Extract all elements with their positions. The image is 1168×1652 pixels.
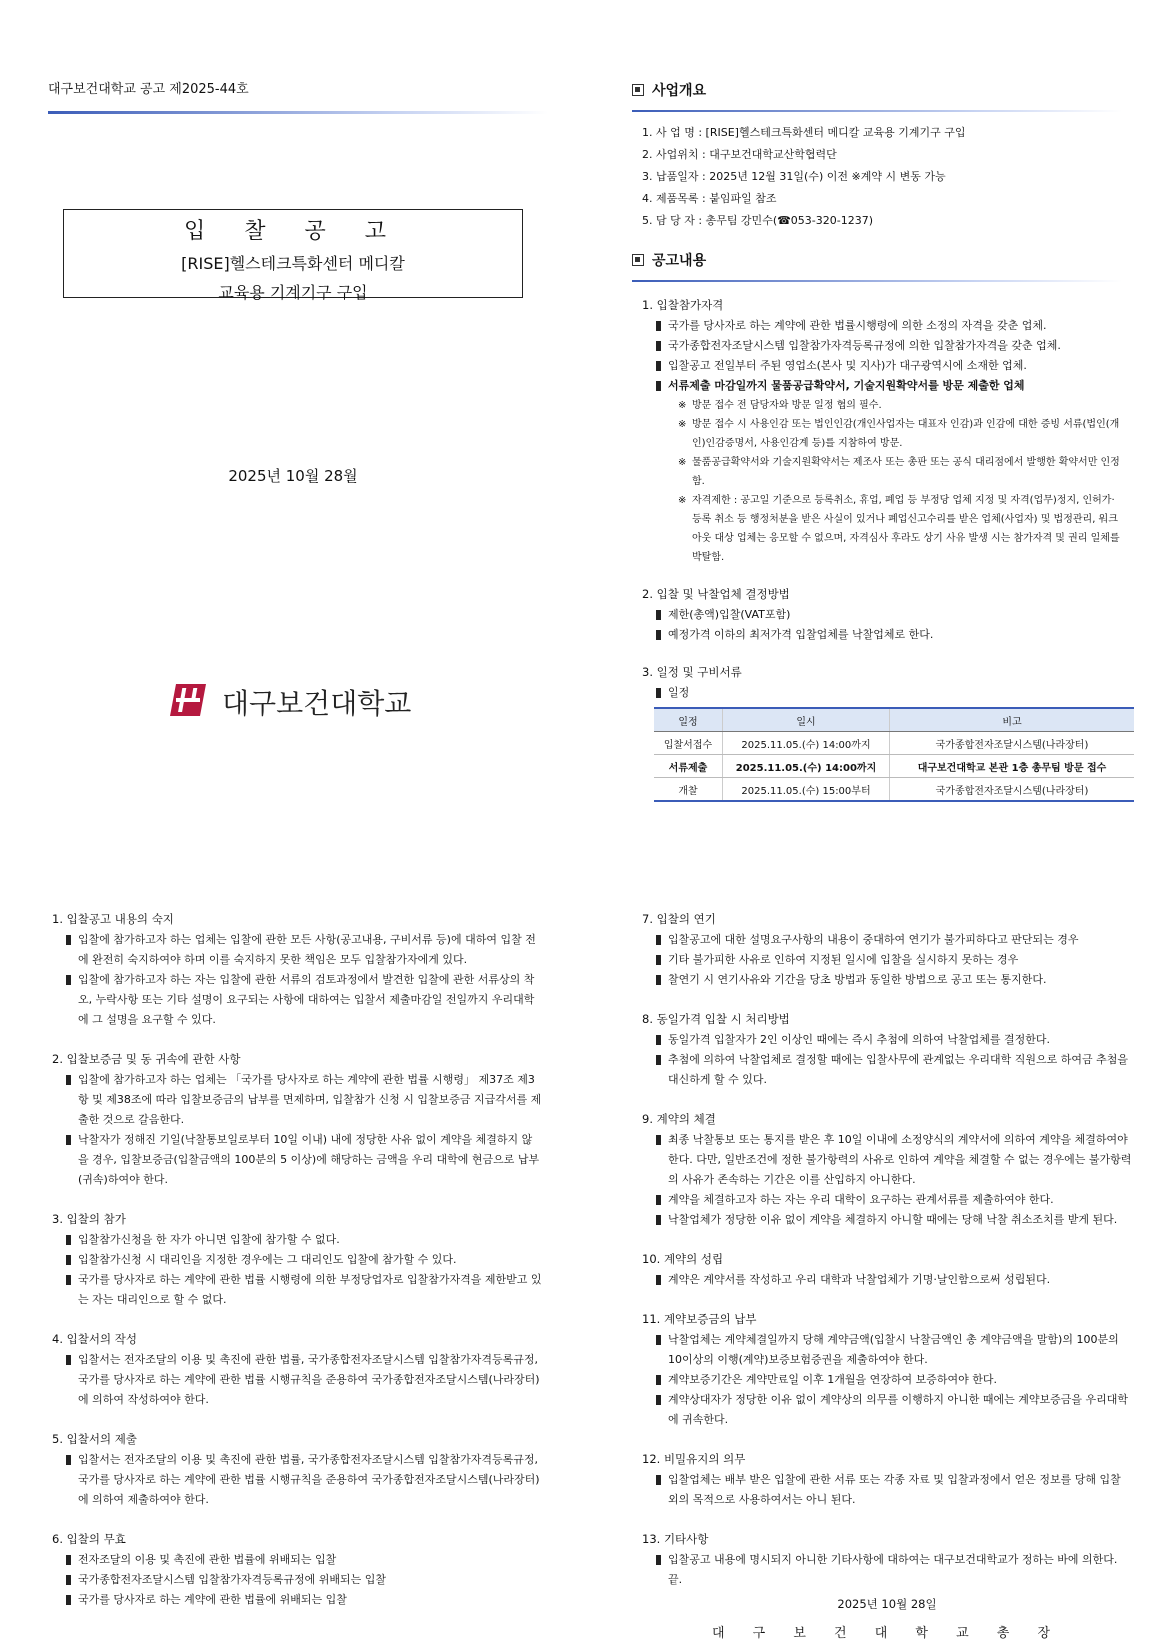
section-square-icon: [632, 254, 644, 266]
sign-date: 2025년 10월 28일: [837, 1597, 937, 1611]
list-item: 제한(총액)입찰(VAT포함): [654, 605, 1122, 625]
list-item: 추첨에 의하여 낙찰업체로 결정할 때에는 입찰사무에 관계없는 우리대학 직원으로 하여금 추첨을 대신하게 할 수 있다.: [654, 1050, 1132, 1090]
university-logo-mark-icon: [170, 684, 206, 716]
list-item: 낙찰업체는 계약체결일까지 당해 계약금액(입찰시 낙찰금액인 총 계약금액을 말함)의 100분의 10이상의 이행(계약)보증보험증권을 제출하여야 한다.: [654, 1330, 1132, 1370]
announcement-header: [48, 78, 548, 114]
list-item: 낙찰자가 정해진 기일(낙찰통보일로부터 10일 이내) 내에 정당한 사유 없이 계약을 체결하지 않을 경우, 입찰보증금(입찰금액의 100분의 5 이상)에 해당하는 금액을 우리 대학에 현금으로 납부(귀속)하여야 한다.: [64, 1130, 542, 1190]
list-item: 최종 낙찰통보 또는 통지를 받은 후 10일 이내에 소정양식의 계약서에 의하여 계약을 체결하여야 한다. 다만, 일반조건에 정한 불가항력의 사유로 인하여 계약을 체결할 수 없는 경우에는 불가항력의 사유가 존속하는 기간은 이를 산입하지 아니한다.: [654, 1130, 1132, 1190]
publish-date: 2025년 10월 28월: [228, 467, 358, 485]
list-item: 낙찰업체가 정당한 이유 없이 계약을 체결하지 아니할 때에는 당해 낙찰 취소조치를 받게 된다.: [654, 1210, 1132, 1230]
list-item: 일정: [654, 683, 1122, 703]
list-item: 국가를 당사자로 하는 계약에 관한 법률에 위배되는 입찰: [64, 1590, 542, 1610]
overview-divider: [632, 110, 1122, 112]
list-item: 계약은 계약서를 작성하고 우리 대학과 낙찰업체가 기명·날인함으로써 성립된다.: [654, 1270, 1132, 1290]
table-cell: 개찰: [654, 778, 723, 802]
overview-item: 5. 담 당 자 : 총무팀 강민수(☎053-320-1237): [642, 214, 874, 227]
section-title: 2. 입찰보증금 및 동 귀속에 관한 사항: [52, 1052, 241, 1066]
table-cell: 대구보건대학교 본관 1층 총무팀 방문 접수: [890, 755, 1135, 778]
section-title: 7. 입찰의 연기: [642, 912, 716, 926]
section-title: 9. 계약의 체결: [642, 1112, 716, 1126]
table-header-cell: 비고: [890, 708, 1135, 732]
table-cell: 입찰서접수: [654, 732, 723, 755]
list-item: 국가를 당사자로 하는 계약에 관한 법률 시행령에 의한 부정당업자로 입찰참가자격을 제한받고 있는 자는 대리인으로 할 수 없다.: [64, 1270, 542, 1310]
list-item: 동일가격 입찰자가 2인 이상인 때에는 즉시 추첨에 의하여 낙찰업체를 결정한다.: [654, 1030, 1132, 1050]
section-title: 2. 입찰 및 낙찰업체 결정방법: [642, 587, 790, 601]
table-header-cell: 일정: [654, 708, 723, 732]
table-header-row: [654, 708, 1134, 732]
overview-item: 3. 납품일자 : 2025년 12월 31일(수) 이전 ※계약 시 변동 가능: [642, 170, 946, 183]
terms-right-column: [642, 908, 1132, 1641]
university-logo: [170, 682, 470, 722]
table-row: [654, 778, 1134, 802]
header-divider: [48, 111, 548, 114]
list-item: 입찰공고 내용에 명시되지 아니한 기타사항에 대하여는 대구보건대학교가 정하는 바에 의한다. 끝.: [654, 1550, 1132, 1590]
signatory-name: 대 구 보 건 대 학 교 총 장: [711, 1626, 1063, 1641]
list-item: 입찰에 참가하고자 하는 업체는 「국가를 당사자로 하는 계약에 관한 법률 시행령」 제37조 제3항 및 제38조에 따라 입찰보증금의 납부를 면제하며, 입찰참가 신청 시 입찰보증금 지급각서를 제출한 것으로 갈음한다.: [64, 1070, 542, 1130]
title-box: [63, 209, 523, 302]
overview-heading: 사업개요: [632, 80, 1122, 100]
document-subtitle-line1: [RISE]헬스테크특화센터 메디칼: [181, 254, 405, 273]
list-item: 입찰서는 전자조달의 이용 및 촉진에 관한 법률, 국가종합전자조달시스템 입찰참가자격등록규정, 국가를 당사자로 하는 계약에 관한 법률 시행규칙을 준용하여 국가종합전자조달시스템(나라장터)에 의하여 제출하여야 한다.: [64, 1450, 542, 1510]
section-title: 12. 비밀유지의 의무: [642, 1452, 746, 1466]
note-item: ※ 물품공급확약서와 기술지원확약서는 제조사 또는 총판 또는 공식 대리점에서 발행한 확약서만 인정함.: [678, 457, 1120, 487]
table-cell: 2025.11.05.(수) 14:00까지: [723, 755, 890, 778]
note-item: ※ 자격제한 : 공고일 기준으로 등록취소, 휴업, 폐업 등 부정당 업체 지정 및 자격(업무)정지, 인허가·등록 취소 등 행정처분을 받은 사실이 있거나 폐업신고수리를 받은 업체(사업자) 및 법정관리, 워크아웃 대상 업체는 응모할 수 없으며, 자격심사 후라도 상기 사유 발생 시는 참가자격 및 권리 일체를 박탈함.: [678, 495, 1120, 563]
table-cell: 국가종합전자조달시스템(나라장터): [890, 778, 1135, 802]
section-title: 13. 기타사항: [642, 1532, 709, 1546]
note-item: ※ 방문 접수 전 담당자와 방문 일정 협의 필수.: [678, 400, 882, 411]
list-item: 입찰참가신청 시 대리인을 지정한 경우에는 그 대리인도 입찰에 참가할 수 있다.: [64, 1250, 542, 1270]
schedule-table: [654, 707, 1134, 802]
list-item: 계약보증기간은 계약만료일 이후 1개월을 연장하여 보증하여야 한다.: [654, 1370, 1132, 1390]
list-item: 입찰공고에 대한 설명요구사항의 내용이 중대하여 연기가 불가피하다고 판단되는 경우: [654, 930, 1132, 950]
section-title: 10. 계약의 성립: [642, 1252, 724, 1266]
table-cell: 2025.11.05.(수) 14:00까지: [723, 732, 890, 755]
overview-item: 4. 제품목록 : 붙임파일 참조: [642, 192, 777, 205]
section-title: 3. 입찰의 참가: [52, 1212, 126, 1226]
notice-section: [632, 250, 1122, 802]
announcement-number: 대구보건대학교 공고 제2025-44호: [48, 82, 249, 97]
list-item: 국가종합전자조달시스템 입찰참가자격등록규정에 위배되는 입찰: [64, 1570, 542, 1590]
section-title: 4. 입찰서의 작성: [52, 1332, 137, 1346]
section-title: 5. 입찰서의 제출: [52, 1432, 137, 1446]
list-item: 국가종합전자조달시스템 입찰참가자격등록규정에 의한 입찰참가자격을 갖춘 업체.: [654, 336, 1122, 356]
list-item: 예정가격 이하의 최저가격 입찰업체를 낙찰업체로 한다.: [654, 625, 1122, 645]
list-item: 전자조달의 이용 및 촉진에 관한 법률에 위배되는 입찰: [64, 1550, 542, 1570]
table-cell: 서류제출: [654, 755, 723, 778]
list-item: 입찰서는 전자조달의 이용 및 촉진에 관한 법률, 국가종합전자조달시스템 입찰참가자격등록규정, 국가를 당사자로 하는 계약에 관한 법률 시행규칙을 준용하여 국가종합전자조달시스템(나라장터)에 의하여 작성하여야 한다.: [64, 1350, 542, 1410]
note-item: ※ 방문 접수 시 사용인감 또는 법인인감(개인사업자는 대표자 인감)과 인감에 대한 증빙 서류(법인(개인)인감증명서, 사용인감계 등)를 지참하여 방문.: [678, 419, 1120, 449]
table-row: [654, 732, 1134, 755]
university-logo-text: 대구보건대학교: [222, 687, 412, 720]
document-title: 입 찰 공 고: [184, 219, 402, 244]
section-square-icon: [632, 84, 644, 96]
list-item: 찰연기 시 연기사유와 기간을 당초 방법과 동일한 방법으로 공고 또는 통지한다.: [654, 970, 1132, 990]
table-cell: 2025.11.05.(수) 15:00부터: [723, 778, 890, 802]
table-row: [654, 755, 1134, 778]
list-item: 계약상대자가 정당한 이유 없이 계약상의 의무를 이행하지 아니한 때에는 계약보증금을 우리대학에 귀속한다.: [654, 1390, 1132, 1430]
list-item: 입찰공고 전일부터 주된 영업소(본사 및 지사)가 대구광역시에 소재한 업체.: [654, 356, 1122, 376]
table-header-cell: 일시: [723, 708, 890, 732]
section-title: 3. 일정 및 구비서류: [642, 665, 742, 679]
list-item: 입찰업체는 배부 받은 입찰에 관한 서류 또는 각종 자료 및 입찰과정에서 얻은 정보를 당해 입찰 외의 목적으로 사용하여서는 아니 된다.: [654, 1470, 1132, 1510]
section-title: 1. 입찰공고 내용의 숙지: [52, 912, 174, 926]
notice-heading: 공고내용: [632, 250, 1122, 270]
list-item: 입찰에 참가하고자 하는 업체는 입찰에 관한 모든 사항(공고내용, 구비서류 등)에 대하여 입찰 전에 완전히 숙지하여야 하며 이를 숙지하지 못한 책임은 모두 입찰참가자에게 있다.: [64, 930, 542, 970]
list-item: 계약을 체결하고자 하는 자는 우리 대학이 요구하는 관계서류를 제출하여야 한다.: [654, 1190, 1132, 1210]
list-item: 서류제출 마감일까지 물품공급확약서, 기술지원확약서를 방문 제출한 업체: [654, 376, 1122, 396]
list-item: 입찰참가신청을 한 자가 아니면 입찰에 참가할 수 없다.: [64, 1230, 542, 1250]
overview-item: 1. 사 업 명 : [RISE]헬스테크특화센터 메디칼 교육용 기계기구 구입: [642, 126, 966, 139]
overview-section: [632, 80, 1122, 232]
overview-list: [632, 122, 1122, 232]
list-item: 입찰에 참가하고자 하는 자는 입찰에 관한 서류의 검토과정에서 발견한 입찰에 관한 서류상의 착오, 누락사항 또는 기타 설명이 요구되는 사항에 대하여는 입찰서 제출마감일 전일까지 우리대학에 그 설명을 요구할 수 있다.: [64, 970, 542, 1030]
notice-divider: [632, 280, 1122, 282]
list-item: 국가를 당사자로 하는 계약에 관한 법률시행령에 의한 소정의 자격을 갖춘 업체.: [654, 316, 1122, 336]
document-subtitle-line2: 교육용 기계기구 구입: [218, 283, 368, 302]
overview-item: 2. 사업위치 : 대구보건대학교산학협력단: [642, 148, 837, 161]
section-title: 6. 입찰의 무효: [52, 1532, 126, 1546]
list-item: 기타 불가피한 사유로 인하여 지정된 일시에 입찰을 실시하지 못하는 경우: [654, 950, 1132, 970]
section-title: 8. 동일가격 입찰 시 처리방법: [642, 1012, 790, 1026]
section-title: 11. 계약보증금의 납부: [642, 1312, 757, 1326]
section-title: 1. 입찰참가자격: [642, 298, 724, 312]
terms-left-column: [52, 908, 542, 1610]
table-cell: 국가종합전자조달시스템(나라장터): [890, 732, 1135, 755]
